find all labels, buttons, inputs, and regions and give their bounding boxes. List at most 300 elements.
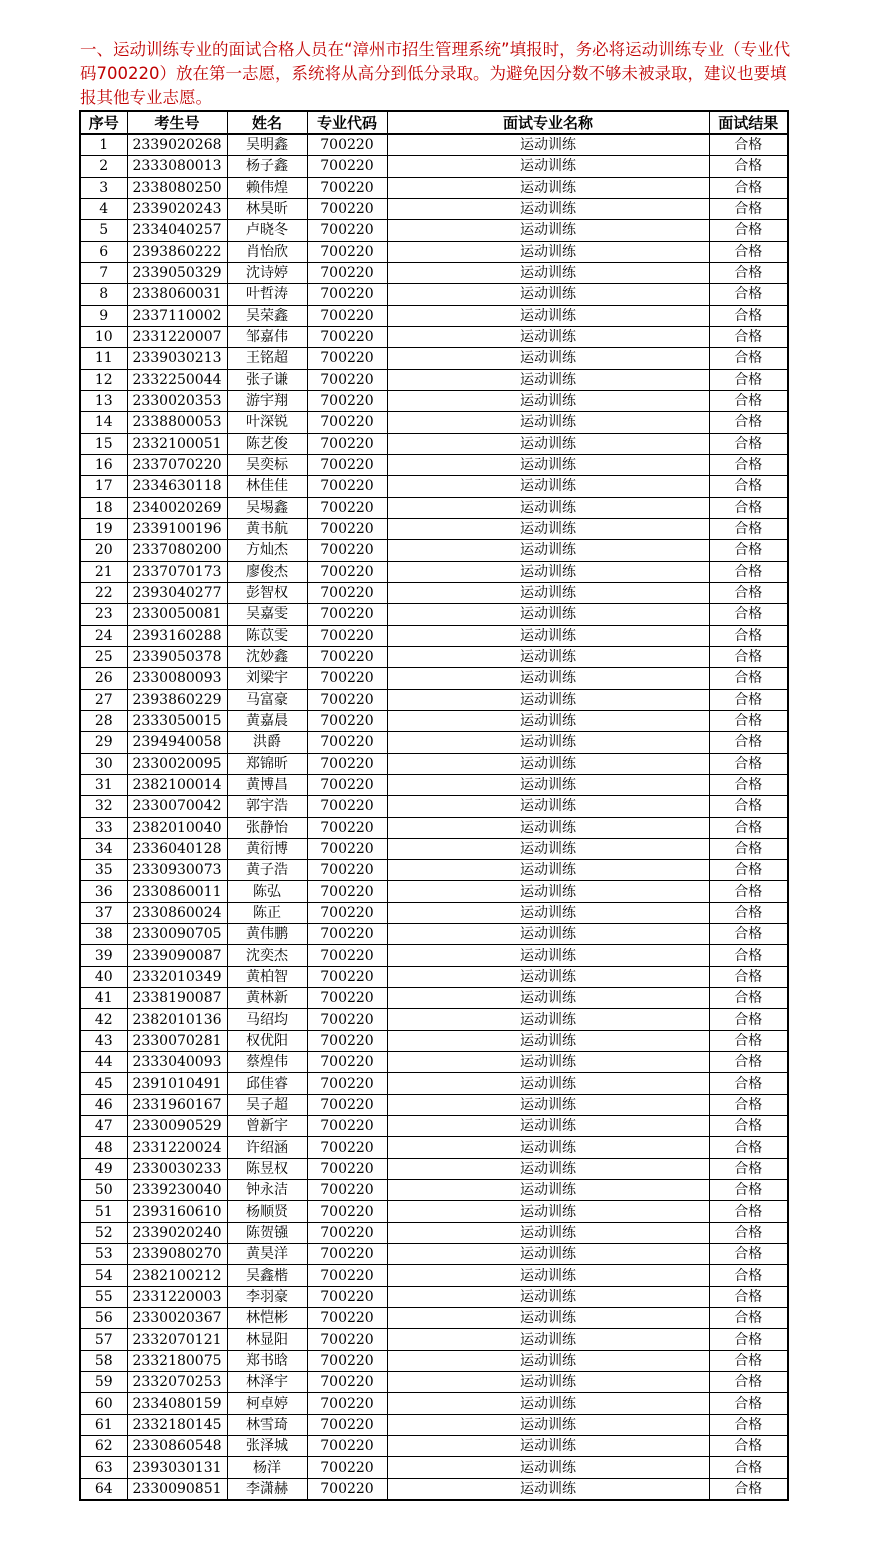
cell-seq: 37 bbox=[80, 902, 127, 923]
cell-major-code: 700220 bbox=[307, 497, 387, 518]
cell-major-code: 700220 bbox=[307, 1116, 387, 1137]
cell-name: 黄博昌 bbox=[227, 774, 307, 795]
header-major-code: 专业代码 bbox=[307, 111, 387, 134]
cell-exam-id: 2330030233 bbox=[127, 1158, 227, 1179]
table-row bbox=[80, 284, 788, 305]
cell-major-name: 运动训练 bbox=[387, 1073, 709, 1094]
table-row bbox=[80, 1457, 788, 1478]
cell-result: 合格 bbox=[709, 1030, 788, 1051]
cell-result: 合格 bbox=[709, 1478, 788, 1500]
cell-exam-id: 2338060031 bbox=[127, 284, 227, 305]
cell-major-code: 700220 bbox=[307, 924, 387, 945]
table-row bbox=[80, 1286, 788, 1307]
cell-major-name: 运动训练 bbox=[387, 156, 709, 177]
cell-exam-id: 2393860222 bbox=[127, 241, 227, 262]
table-row bbox=[80, 134, 788, 156]
cell-major-name: 运动训练 bbox=[387, 1457, 709, 1478]
cell-name: 陈艺俊 bbox=[227, 433, 307, 454]
cell-result: 合格 bbox=[709, 732, 788, 753]
cell-seq: 15 bbox=[80, 433, 127, 454]
cell-name: 吴埸鑫 bbox=[227, 497, 307, 518]
cell-major-name: 运动训练 bbox=[387, 1286, 709, 1307]
cell-exam-id: 2337070220 bbox=[127, 454, 227, 475]
cell-major-code: 700220 bbox=[307, 1094, 387, 1115]
cell-seq: 6 bbox=[80, 241, 127, 262]
header-seq: 序号 bbox=[80, 111, 127, 134]
cell-exam-id: 2339020268 bbox=[127, 134, 227, 156]
cell-seq: 35 bbox=[80, 860, 127, 881]
cell-exam-id: 2339030213 bbox=[127, 348, 227, 369]
cell-exam-id: 2334040257 bbox=[127, 220, 227, 241]
cell-major-code: 700220 bbox=[307, 1478, 387, 1500]
cell-seq: 57 bbox=[80, 1329, 127, 1350]
cell-name: 邹嘉伟 bbox=[227, 326, 307, 347]
cell-seq: 23 bbox=[80, 604, 127, 625]
cell-name: 林恺彬 bbox=[227, 1308, 307, 1329]
cell-exam-id: 2393030131 bbox=[127, 1457, 227, 1478]
cell-result: 合格 bbox=[709, 540, 788, 561]
header-major-name: 面试专业名称 bbox=[387, 111, 709, 134]
cell-seq: 54 bbox=[80, 1265, 127, 1286]
cell-seq: 34 bbox=[80, 838, 127, 859]
table-row bbox=[80, 497, 788, 518]
cell-seq: 27 bbox=[80, 689, 127, 710]
cell-result: 合格 bbox=[709, 1073, 788, 1094]
cell-seq: 50 bbox=[80, 1180, 127, 1201]
cell-seq: 28 bbox=[80, 710, 127, 731]
cell-result: 合格 bbox=[709, 348, 788, 369]
cell-result: 合格 bbox=[709, 646, 788, 667]
cell-major-name: 运动训练 bbox=[387, 668, 709, 689]
notice-text: 一、运动训练专业的面试合格人员在“漳州市招生管理系统”填报时，务必将运动训练专业（专业代码700220）放在第一志愿，系统将从高分到低分录取。为避免因分数不够未被录取，建议也要填报其他专业志愿。 bbox=[80, 40, 791, 107]
cell-exam-id: 2330050081 bbox=[127, 604, 227, 625]
cell-major-name: 运动训练 bbox=[387, 1052, 709, 1073]
table-row bbox=[80, 1308, 788, 1329]
cell-name: 马绍均 bbox=[227, 1009, 307, 1030]
cell-exam-id: 2338190087 bbox=[127, 988, 227, 1009]
cell-name: 杨子鑫 bbox=[227, 156, 307, 177]
cell-name: 游宇翔 bbox=[227, 390, 307, 411]
cell-major-code: 700220 bbox=[307, 561, 387, 582]
cell-major-code: 700220 bbox=[307, 625, 387, 646]
cell-result: 合格 bbox=[709, 668, 788, 689]
cell-seq: 39 bbox=[80, 945, 127, 966]
cell-name: 陈苡雯 bbox=[227, 625, 307, 646]
table-row bbox=[80, 369, 788, 390]
table-row bbox=[80, 348, 788, 369]
cell-major-code: 700220 bbox=[307, 860, 387, 881]
cell-exam-id: 2338800053 bbox=[127, 412, 227, 433]
table-row bbox=[80, 817, 788, 838]
cell-exam-id: 2394940058 bbox=[127, 732, 227, 753]
cell-exam-id: 2330090705 bbox=[127, 924, 227, 945]
cell-major-code: 700220 bbox=[307, 1073, 387, 1094]
cell-name: 叶哲涛 bbox=[227, 284, 307, 305]
cell-seq: 64 bbox=[80, 1478, 127, 1500]
cell-major-name: 运动训练 bbox=[387, 582, 709, 603]
cell-major-code: 700220 bbox=[307, 646, 387, 667]
cell-result: 合格 bbox=[709, 326, 788, 347]
cell-major-code: 700220 bbox=[307, 774, 387, 795]
cell-exam-id: 2333040093 bbox=[127, 1052, 227, 1073]
cell-seq: 36 bbox=[80, 881, 127, 902]
cell-major-name: 运动训练 bbox=[387, 540, 709, 561]
cell-major-name: 运动训练 bbox=[387, 945, 709, 966]
cell-result: 合格 bbox=[709, 710, 788, 731]
cell-major-code: 700220 bbox=[307, 1350, 387, 1371]
cell-major-code: 700220 bbox=[307, 518, 387, 539]
cell-result: 合格 bbox=[709, 860, 788, 881]
cell-seq: 63 bbox=[80, 1457, 127, 1478]
cell-exam-id: 2330090529 bbox=[127, 1116, 227, 1137]
cell-name: 沈奕杰 bbox=[227, 945, 307, 966]
cell-major-name: 运动训练 bbox=[387, 1329, 709, 1350]
cell-exam-id: 2336040128 bbox=[127, 838, 227, 859]
cell-result: 合格 bbox=[709, 902, 788, 923]
cell-major-name: 运动训练 bbox=[387, 412, 709, 433]
cell-major-code: 700220 bbox=[307, 1009, 387, 1030]
table-row bbox=[80, 1329, 788, 1350]
cell-exam-id: 2330070042 bbox=[127, 796, 227, 817]
table-row bbox=[80, 561, 788, 582]
cell-seq: 11 bbox=[80, 348, 127, 369]
table-row bbox=[80, 454, 788, 475]
cell-seq: 9 bbox=[80, 305, 127, 326]
cell-result: 合格 bbox=[709, 476, 788, 497]
cell-result: 合格 bbox=[709, 604, 788, 625]
cell-seq: 8 bbox=[80, 284, 127, 305]
cell-major-name: 运动训练 bbox=[387, 284, 709, 305]
table-row bbox=[80, 476, 788, 497]
cell-name: 郭宇浩 bbox=[227, 796, 307, 817]
cell-major-name: 运动训练 bbox=[387, 1372, 709, 1393]
cell-seq: 14 bbox=[80, 412, 127, 433]
cell-result: 合格 bbox=[709, 689, 788, 710]
header-row bbox=[80, 111, 788, 134]
cell-name: 黄林新 bbox=[227, 988, 307, 1009]
cell-major-code: 700220 bbox=[307, 390, 387, 411]
cell-major-code: 700220 bbox=[307, 454, 387, 475]
cell-name: 黄衍博 bbox=[227, 838, 307, 859]
cell-result: 合格 bbox=[709, 966, 788, 987]
cell-result: 合格 bbox=[709, 1350, 788, 1371]
cell-exam-id: 2330080093 bbox=[127, 668, 227, 689]
cell-seq: 21 bbox=[80, 561, 127, 582]
table-row bbox=[80, 1201, 788, 1222]
cell-result: 合格 bbox=[709, 796, 788, 817]
table-row bbox=[80, 625, 788, 646]
cell-seq: 51 bbox=[80, 1201, 127, 1222]
cell-exam-id: 2332100051 bbox=[127, 433, 227, 454]
cell-major-name: 运动训练 bbox=[387, 241, 709, 262]
cell-major-name: 运动训练 bbox=[387, 1201, 709, 1222]
table-row bbox=[80, 902, 788, 923]
cell-seq: 2 bbox=[80, 156, 127, 177]
cell-exam-id: 2393160610 bbox=[127, 1201, 227, 1222]
cell-seq: 62 bbox=[80, 1436, 127, 1457]
cell-seq: 7 bbox=[80, 262, 127, 283]
cell-result: 合格 bbox=[709, 753, 788, 774]
cell-result: 合格 bbox=[709, 1436, 788, 1457]
cell-exam-id: 2330020353 bbox=[127, 390, 227, 411]
cell-name: 钟永洁 bbox=[227, 1180, 307, 1201]
cell-seq: 18 bbox=[80, 497, 127, 518]
cell-result: 合格 bbox=[709, 1265, 788, 1286]
cell-major-code: 700220 bbox=[307, 241, 387, 262]
cell-result: 合格 bbox=[709, 817, 788, 838]
cell-result: 合格 bbox=[709, 1286, 788, 1307]
cell-seq: 1 bbox=[80, 134, 127, 156]
cell-name: 黄子浩 bbox=[227, 860, 307, 881]
cell-name: 柯卓婷 bbox=[227, 1393, 307, 1414]
table-row bbox=[80, 433, 788, 454]
cell-major-name: 运动训练 bbox=[387, 369, 709, 390]
cell-seq: 3 bbox=[80, 177, 127, 198]
cell-major-name: 运动训练 bbox=[387, 924, 709, 945]
table-row bbox=[80, 689, 788, 710]
cell-seq: 46 bbox=[80, 1094, 127, 1115]
cell-name: 黄书航 bbox=[227, 518, 307, 539]
cell-major-name: 运动训练 bbox=[387, 966, 709, 987]
cell-seq: 10 bbox=[80, 326, 127, 347]
cell-major-code: 700220 bbox=[307, 1457, 387, 1478]
cell-major-code: 700220 bbox=[307, 604, 387, 625]
cell-seq: 49 bbox=[80, 1158, 127, 1179]
cell-name: 叶深锐 bbox=[227, 412, 307, 433]
table-row bbox=[80, 668, 788, 689]
cell-seq: 56 bbox=[80, 1308, 127, 1329]
table-row bbox=[80, 1137, 788, 1158]
cell-seq: 30 bbox=[80, 753, 127, 774]
cell-result: 合格 bbox=[709, 284, 788, 305]
table-row bbox=[80, 412, 788, 433]
cell-exam-id: 2332070121 bbox=[127, 1329, 227, 1350]
cell-major-name: 运动训练 bbox=[387, 1158, 709, 1179]
cell-major-name: 运动训练 bbox=[387, 305, 709, 326]
cell-seq: 45 bbox=[80, 1073, 127, 1094]
cell-exam-id: 2339020240 bbox=[127, 1222, 227, 1243]
cell-name: 蔡煌伟 bbox=[227, 1052, 307, 1073]
cell-result: 合格 bbox=[709, 1052, 788, 1073]
cell-result: 合格 bbox=[709, 220, 788, 241]
table-row bbox=[80, 646, 788, 667]
cell-result: 合格 bbox=[709, 945, 788, 966]
cell-seq: 48 bbox=[80, 1137, 127, 1158]
cell-name: 权优阳 bbox=[227, 1030, 307, 1051]
cell-name: 张子谦 bbox=[227, 369, 307, 390]
header-result: 面试结果 bbox=[709, 111, 788, 134]
cell-major-name: 运动训练 bbox=[387, 1478, 709, 1500]
cell-major-code: 700220 bbox=[307, 1180, 387, 1201]
cell-seq: 33 bbox=[80, 817, 127, 838]
cell-major-name: 运动训练 bbox=[387, 1180, 709, 1201]
cell-result: 合格 bbox=[709, 433, 788, 454]
cell-name: 方灿杰 bbox=[227, 540, 307, 561]
cell-major-code: 700220 bbox=[307, 796, 387, 817]
cell-major-code: 700220 bbox=[307, 1286, 387, 1307]
cell-exam-id: 2333050015 bbox=[127, 710, 227, 731]
cell-major-name: 运动训练 bbox=[387, 1308, 709, 1329]
cell-result: 合格 bbox=[709, 1180, 788, 1201]
cell-seq: 19 bbox=[80, 518, 127, 539]
cell-exam-id: 2330020095 bbox=[127, 753, 227, 774]
cell-major-name: 运动训练 bbox=[387, 518, 709, 539]
cell-major-name: 运动训练 bbox=[387, 561, 709, 582]
cell-major-name: 运动训练 bbox=[387, 177, 709, 198]
table-row bbox=[80, 326, 788, 347]
cell-major-name: 运动训练 bbox=[387, 604, 709, 625]
cell-major-code: 700220 bbox=[307, 369, 387, 390]
table-row bbox=[80, 1372, 788, 1393]
cell-name: 沈妙鑫 bbox=[227, 646, 307, 667]
table-row bbox=[80, 732, 788, 753]
cell-seq: 31 bbox=[80, 774, 127, 795]
cell-major-name: 运动训练 bbox=[387, 817, 709, 838]
table-row bbox=[80, 1009, 788, 1030]
cell-exam-id: 2382010136 bbox=[127, 1009, 227, 1030]
cell-exam-id: 2339230040 bbox=[127, 1180, 227, 1201]
table-row bbox=[80, 1478, 788, 1500]
cell-exam-id: 2332250044 bbox=[127, 369, 227, 390]
cell-exam-id: 2340020269 bbox=[127, 497, 227, 518]
table-body bbox=[80, 134, 788, 1500]
cell-result: 合格 bbox=[709, 454, 788, 475]
cell-major-code: 700220 bbox=[307, 1393, 387, 1414]
cell-result: 合格 bbox=[709, 1393, 788, 1414]
cell-exam-id: 2391010491 bbox=[127, 1073, 227, 1094]
cell-result: 合格 bbox=[709, 924, 788, 945]
cell-name: 黄嘉晨 bbox=[227, 710, 307, 731]
cell-major-code: 700220 bbox=[307, 412, 387, 433]
cell-seq: 25 bbox=[80, 646, 127, 667]
cell-major-code: 700220 bbox=[307, 732, 387, 753]
cell-major-code: 700220 bbox=[307, 582, 387, 603]
cell-major-name: 运动训练 bbox=[387, 1009, 709, 1030]
cell-name: 杨洋 bbox=[227, 1457, 307, 1478]
cell-major-code: 700220 bbox=[307, 881, 387, 902]
table-row bbox=[80, 1158, 788, 1179]
cell-major-code: 700220 bbox=[307, 198, 387, 219]
cell-exam-id: 2339050329 bbox=[127, 262, 227, 283]
cell-name: 陈贺镪 bbox=[227, 1222, 307, 1243]
cell-result: 合格 bbox=[709, 625, 788, 646]
table-row bbox=[80, 1350, 788, 1371]
cell-exam-id: 2382100014 bbox=[127, 774, 227, 795]
cell-major-name: 运动训练 bbox=[387, 433, 709, 454]
cell-name: 曾新宇 bbox=[227, 1116, 307, 1137]
cell-major-name: 运动训练 bbox=[387, 1265, 709, 1286]
table-row bbox=[80, 262, 788, 283]
table-row bbox=[80, 1094, 788, 1115]
table-row bbox=[80, 860, 788, 881]
cell-result: 合格 bbox=[709, 774, 788, 795]
cell-major-code: 700220 bbox=[307, 156, 387, 177]
cell-major-code: 700220 bbox=[307, 753, 387, 774]
cell-seq: 55 bbox=[80, 1286, 127, 1307]
cell-exam-id: 2331960167 bbox=[127, 1094, 227, 1115]
cell-exam-id: 2339090087 bbox=[127, 945, 227, 966]
cell-seq: 58 bbox=[80, 1350, 127, 1371]
cell-major-code: 700220 bbox=[307, 966, 387, 987]
cell-major-name: 运动训练 bbox=[387, 454, 709, 475]
cell-result: 合格 bbox=[709, 1009, 788, 1030]
cell-result: 合格 bbox=[709, 156, 788, 177]
cell-major-code: 700220 bbox=[307, 1030, 387, 1051]
cell-major-code: 700220 bbox=[307, 1201, 387, 1222]
cell-major-code: 700220 bbox=[307, 1329, 387, 1350]
cell-major-name: 运动训练 bbox=[387, 262, 709, 283]
table-row bbox=[80, 966, 788, 987]
cell-result: 合格 bbox=[709, 881, 788, 902]
cell-result: 合格 bbox=[709, 1094, 788, 1115]
cell-seq: 29 bbox=[80, 732, 127, 753]
cell-result: 合格 bbox=[709, 1222, 788, 1243]
cell-major-code: 700220 bbox=[307, 1308, 387, 1329]
table-row bbox=[80, 1116, 788, 1137]
cell-exam-id: 2337080200 bbox=[127, 540, 227, 561]
cell-exam-id: 2333080013 bbox=[127, 156, 227, 177]
cell-name: 林显阳 bbox=[227, 1329, 307, 1350]
cell-major-name: 运动训练 bbox=[387, 326, 709, 347]
cell-major-code: 700220 bbox=[307, 1137, 387, 1158]
cell-exam-id: 2337110002 bbox=[127, 305, 227, 326]
table-row bbox=[80, 518, 788, 539]
cell-exam-id: 2330860011 bbox=[127, 881, 227, 902]
table-row bbox=[80, 710, 788, 731]
cell-seq: 53 bbox=[80, 1244, 127, 1265]
cell-seq: 20 bbox=[80, 540, 127, 561]
cell-name: 沈诗婷 bbox=[227, 262, 307, 283]
cell-name: 林泽宇 bbox=[227, 1372, 307, 1393]
cell-result: 合格 bbox=[709, 582, 788, 603]
cell-major-name: 运动训练 bbox=[387, 476, 709, 497]
cell-exam-id: 2330930073 bbox=[127, 860, 227, 881]
cell-exam-id: 2339020243 bbox=[127, 198, 227, 219]
cell-result: 合格 bbox=[709, 177, 788, 198]
cell-result: 合格 bbox=[709, 412, 788, 433]
cell-name: 肖怡欣 bbox=[227, 241, 307, 262]
table-row bbox=[80, 177, 788, 198]
cell-name: 吴鑫楷 bbox=[227, 1265, 307, 1286]
cell-name: 刘梁宇 bbox=[227, 668, 307, 689]
cell-name: 林佳佳 bbox=[227, 476, 307, 497]
cell-exam-id: 2382100212 bbox=[127, 1265, 227, 1286]
cell-seq: 24 bbox=[80, 625, 127, 646]
cell-major-code: 700220 bbox=[307, 668, 387, 689]
cell-major-code: 700220 bbox=[307, 902, 387, 923]
cell-seq: 41 bbox=[80, 988, 127, 1009]
cell-major-name: 运动训练 bbox=[387, 1094, 709, 1115]
cell-seq: 5 bbox=[80, 220, 127, 241]
cell-major-name: 运动训练 bbox=[387, 1350, 709, 1371]
cell-major-code: 700220 bbox=[307, 305, 387, 326]
cell-major-name: 运动训练 bbox=[387, 1393, 709, 1414]
table-row bbox=[80, 156, 788, 177]
cell-result: 合格 bbox=[709, 1414, 788, 1435]
cell-major-code: 700220 bbox=[307, 134, 387, 156]
cell-result: 合格 bbox=[709, 198, 788, 219]
cell-major-code: 700220 bbox=[307, 945, 387, 966]
cell-exam-id: 2332180145 bbox=[127, 1414, 227, 1435]
table-row bbox=[80, 924, 788, 945]
cell-result: 合格 bbox=[709, 1308, 788, 1329]
cell-name: 吴荣鑫 bbox=[227, 305, 307, 326]
cell-major-code: 700220 bbox=[307, 540, 387, 561]
cell-name: 林雪琦 bbox=[227, 1414, 307, 1435]
cell-name: 黄昊洋 bbox=[227, 1244, 307, 1265]
cell-result: 合格 bbox=[709, 241, 788, 262]
cell-name: 许绍涵 bbox=[227, 1137, 307, 1158]
